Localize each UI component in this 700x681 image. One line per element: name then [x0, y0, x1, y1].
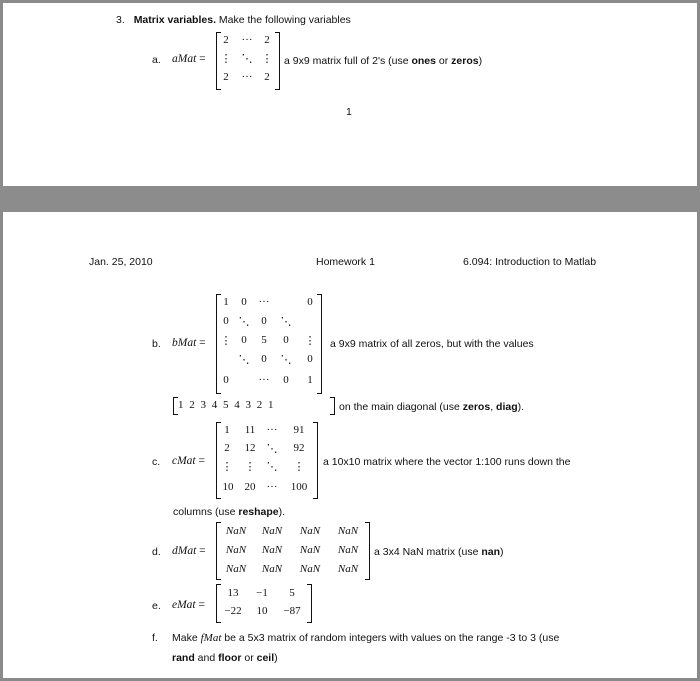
matrix-cell: ⋮	[221, 461, 233, 473]
matrix-cell: 91	[293, 424, 305, 436]
matrix-cell: 5	[289, 587, 295, 599]
desc-text: ).	[278, 506, 286, 518]
item-f-text	[172, 632, 559, 644]
diagonal-vector	[173, 398, 335, 414]
matrix-cell: 12	[244, 442, 256, 454]
equals-sign: =	[199, 545, 206, 557]
vector-values: 1 2 3 4 5 4 3 2 1	[178, 399, 274, 411]
keyword: ceil	[256, 652, 275, 664]
matrix-cell: ⋱	[238, 354, 250, 366]
matrix-cell: NaN	[299, 525, 321, 537]
matrix-cell: ⋱	[280, 316, 292, 328]
variable-name: cMat	[172, 455, 196, 467]
equals-sign: =	[198, 455, 206, 467]
desc-text: or	[436, 55, 452, 67]
matrix-cell: NaN	[261, 544, 283, 556]
matrix-cell: ⋱	[280, 354, 292, 366]
matrix-c	[216, 423, 318, 498]
variable-name: fMat	[200, 632, 222, 644]
item-e-lhs	[172, 599, 205, 611]
matrix-cell: ⋮	[244, 461, 256, 473]
question-number: 3.	[116, 14, 125, 26]
matrix-cell: 0	[307, 296, 313, 308]
desc-text: )	[500, 546, 504, 558]
keyword: zeros	[462, 401, 491, 413]
item-b-continuation	[339, 401, 524, 413]
question-title: Matrix variables.	[133, 14, 216, 26]
matrix-cell: 0	[261, 353, 267, 365]
matrix-cell: ⋮	[304, 335, 316, 347]
variable-name: bMat	[172, 337, 197, 349]
keyword: rand	[172, 652, 195, 664]
matrix-cell: 10	[222, 481, 234, 493]
keyword: reshape	[238, 506, 279, 518]
item-e-label: e.	[152, 600, 161, 612]
matrix-cell: 0	[241, 296, 247, 308]
item-d-lhs	[172, 545, 206, 557]
matrix-cell: ⋮	[261, 53, 273, 65]
item-d-label: d.	[152, 546, 161, 558]
keyword: diag	[496, 401, 518, 413]
matrix-cell: 92	[293, 442, 305, 454]
matrix-cell: NaN	[261, 525, 283, 537]
matrix-cell: ⋱	[266, 461, 278, 473]
item-f-label: f.	[152, 632, 158, 644]
matrix-cell: ⋱	[241, 53, 253, 65]
equals-sign: =	[198, 599, 206, 611]
keyword: floor	[218, 652, 242, 664]
equals-sign: =	[199, 337, 206, 349]
matrix-cell: NaN	[299, 544, 321, 556]
matrix-cell: ⋱	[238, 316, 250, 328]
matrix-e	[216, 585, 312, 622]
desc-text: columns (use	[173, 506, 239, 518]
matrix-cell: 0	[283, 334, 289, 346]
matrix-cell: ···	[241, 71, 253, 83]
matrix-cell: ···	[266, 424, 278, 436]
desc-text: ).	[517, 401, 525, 413]
variable-name: dMat	[172, 545, 197, 557]
matrix-cell: 13	[227, 587, 239, 599]
matrix-cell: ⋮	[220, 53, 232, 65]
item-a-lhs	[172, 53, 206, 65]
item-b-description: a 9x9 matrix of all zeros, but with the values	[330, 338, 534, 350]
item-c-label: c.	[152, 456, 161, 468]
matrix-cell: 0	[283, 374, 289, 386]
item-c-continuation	[173, 506, 285, 518]
matrix-cell: NaN	[225, 544, 247, 556]
matrix-cell: NaN	[225, 525, 247, 537]
matrix-cell: 1	[224, 424, 230, 436]
matrix-cell: NaN	[337, 525, 359, 537]
header-title: Homework 1	[316, 256, 375, 268]
matrix-cell: ⋱	[266, 443, 278, 455]
item-f-continuation	[172, 652, 278, 664]
matrix-cell: 0	[223, 315, 229, 327]
header-course: 6.094: Introduction to Matlab	[463, 256, 597, 268]
matrix-cell: 2	[224, 442, 230, 454]
item-b-label: b.	[152, 338, 161, 350]
item-a-description	[284, 55, 482, 67]
desc-text: ,	[490, 401, 497, 413]
header-date: Jan. 25, 2010	[89, 256, 153, 268]
keyword: nan	[481, 546, 501, 558]
matrix-cell: 0	[261, 315, 267, 327]
matrix-cell: NaN	[337, 544, 359, 556]
desc-text: Make	[172, 632, 201, 644]
matrix-cell: 5	[261, 334, 267, 346]
desc-text: )	[478, 55, 483, 67]
matrix-cell: ···	[258, 296, 270, 308]
matrix-cell: 0	[223, 374, 229, 386]
matrix-cell: −1	[256, 587, 268, 599]
item-c-description: a 10x10 matrix where the vector 1:100 runs down the	[323, 456, 571, 468]
equals-sign: =	[199, 53, 206, 65]
keyword: ones	[411, 55, 436, 67]
matrix-cell: 0	[307, 353, 313, 365]
desc-text: on the main diagonal (use	[339, 401, 463, 413]
variable-name: aMat	[172, 53, 197, 65]
matrix-d	[216, 523, 370, 579]
matrix-cell: NaN	[299, 563, 321, 575]
item-a-label: a.	[152, 54, 161, 66]
matrix-a	[216, 33, 280, 89]
matrix-cell: 2	[223, 34, 229, 46]
matrix-cell: 11	[244, 424, 256, 436]
question-3-heading	[116, 14, 351, 26]
matrix-cell: ···	[241, 34, 253, 46]
matrix-cell: 1	[307, 374, 313, 386]
item-b-lhs	[172, 337, 206, 349]
matrix-b	[216, 295, 322, 393]
matrix-cell: NaN	[337, 563, 359, 575]
matrix-cell: ···	[266, 481, 278, 493]
matrix-cell: ···	[258, 374, 270, 386]
matrix-cell: 10	[256, 605, 268, 617]
matrix-cell: 2	[223, 71, 229, 83]
desc-text: )	[274, 652, 278, 664]
question-intro: Make the following variables	[218, 14, 351, 26]
item-c-lhs	[172, 455, 205, 467]
variable-name: eMat	[172, 599, 196, 611]
desc-text: a 3x4 NaN matrix (use	[374, 546, 482, 558]
matrix-cell: 100	[290, 481, 308, 493]
desc-text: be a 5x3 matrix of random integers with values on the range -3 to 3 (use	[221, 632, 560, 644]
page-number: 1	[346, 106, 352, 118]
matrix-cell: NaN	[261, 563, 283, 575]
matrix-cell: −22	[224, 605, 242, 617]
matrix-cell: 1	[223, 296, 229, 308]
item-d-description	[374, 546, 504, 558]
desc-text: or	[241, 652, 257, 664]
matrix-cell: ⋮	[293, 461, 305, 473]
matrix-cell: −87	[283, 605, 301, 617]
matrix-cell: 20	[244, 481, 256, 493]
matrix-cell: 2	[264, 34, 270, 46]
desc-text: and	[194, 652, 219, 664]
matrix-cell: ⋮	[220, 335, 232, 347]
desc-text: a 9x9 matrix full of 2's (use	[284, 55, 412, 67]
matrix-cell: 0	[241, 334, 247, 346]
page-separator	[0, 186, 700, 212]
matrix-cell: NaN	[225, 563, 247, 575]
matrix-cell: 2	[264, 71, 270, 83]
keyword: zeros	[451, 55, 479, 67]
